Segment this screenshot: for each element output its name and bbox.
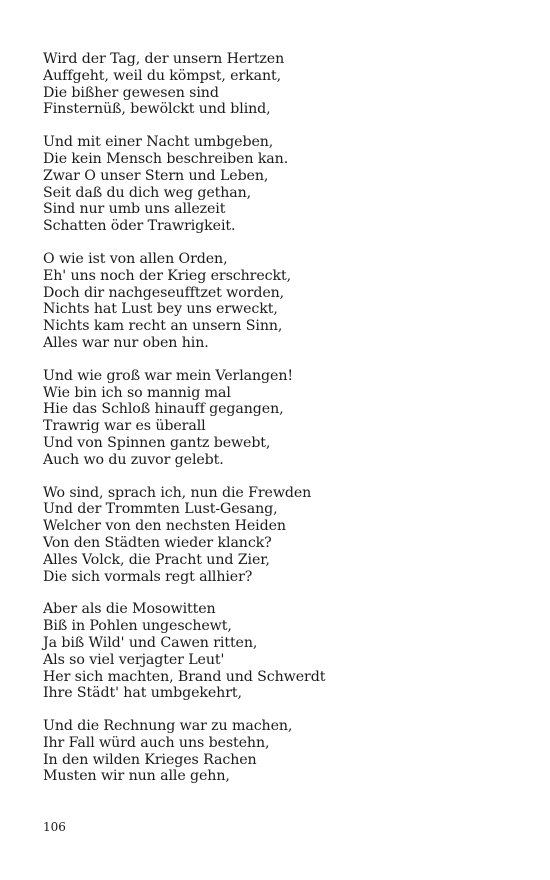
verse-line: Eh' uns noch der Krieg erschreckt,: [43, 267, 291, 284]
stanza-5: [43, 485, 523, 586]
verse-line: Auch wo du zuvor gelebt.: [43, 451, 224, 468]
verse-line: Wie bin ich so mannig mal: [43, 384, 231, 401]
page-number: 106: [43, 820, 66, 834]
verse-line: Nichts hat Lust bey uns erweckt,: [43, 301, 278, 318]
verse-line: Her sich machten, Brand und Schwerdt: [43, 668, 326, 685]
verse-line: Auffgeht, weil du kömpst, erkant,: [43, 67, 282, 84]
verse-line: Alles Volck, die Pracht und Zier,: [43, 551, 270, 568]
verse-line: Die bißher gewesen sind: [43, 84, 219, 101]
verse-line: Wird der Tag, der unsern Hertzen: [43, 51, 285, 67]
verse-line: O wie ist von allen Orden,: [43, 250, 228, 267]
poem-body: [43, 51, 523, 801]
verse-line: Aber als die Mosowitten: [43, 601, 216, 618]
verse-line: Und wie groß war mein Verlangen!: [43, 367, 293, 384]
verse-line: Schatten öder Trawrigkeit.: [43, 218, 236, 235]
stanza-3: [43, 251, 523, 352]
verse-line: Nichts kam recht an unsern Sinn,: [43, 318, 283, 335]
stanza-2: [43, 134, 523, 235]
stanza-1: [43, 51, 523, 118]
verse-line: Seit daß du dich weg gethan,: [43, 184, 252, 201]
verse-line: Als so viel verjagter Leut': [43, 651, 225, 668]
verse-line: Von den Städten wieder klanck?: [43, 534, 272, 551]
verse-line: Musten wir nun alle gehn,: [43, 768, 230, 785]
verse-line: Und die Rechnung war zu machen,: [43, 718, 293, 735]
stanza-6: [43, 601, 523, 702]
verse-line: Die sich vormals regt allhier?: [43, 568, 253, 585]
verse-line: Sind nur umb uns allezeit: [43, 201, 226, 218]
stanza-7: [43, 718, 523, 785]
verse-line: Ja biß Wild' und Cawen ritten,: [43, 634, 258, 651]
verse-line: Wo sind, sprach ich, nun die Frewden: [43, 484, 312, 501]
verse-line: In den wilden Krieges Rachen: [43, 751, 257, 768]
verse-line: Zwar O unser Stern und Leben,: [43, 167, 269, 184]
verse-line: Alles war nur oben hin.: [43, 334, 209, 351]
verse-line: Doch dir nachgeseufftzet worden,: [43, 284, 285, 301]
verse-line: Finsternüß, bewölckt und blind,: [43, 101, 271, 118]
verse-line: Und von Spinnen gantz bewebt,: [43, 434, 271, 451]
verse-line: Biß in Pohlen ungeschewt,: [43, 618, 232, 635]
verse-line: Die kein Mensch beschreiben kan.: [43, 150, 289, 167]
verse-line: Ihr Fall würd auch uns bestehn,: [43, 734, 270, 751]
verse-line: Welcher von den nechsten Heiden: [43, 518, 286, 535]
verse-line: Trawrig war es überall: [43, 418, 206, 435]
verse-line: Ihre Städt' hat umbgekehrt,: [43, 685, 242, 702]
verse-line: Und mit einer Nacht umbgeben,: [43, 134, 274, 151]
verse-line: Hie das Schloß hinauff gegangen,: [43, 401, 284, 418]
verse-line: Und der Trommten Lust-Gesang,: [43, 501, 278, 518]
stanza-4: [43, 368, 523, 469]
